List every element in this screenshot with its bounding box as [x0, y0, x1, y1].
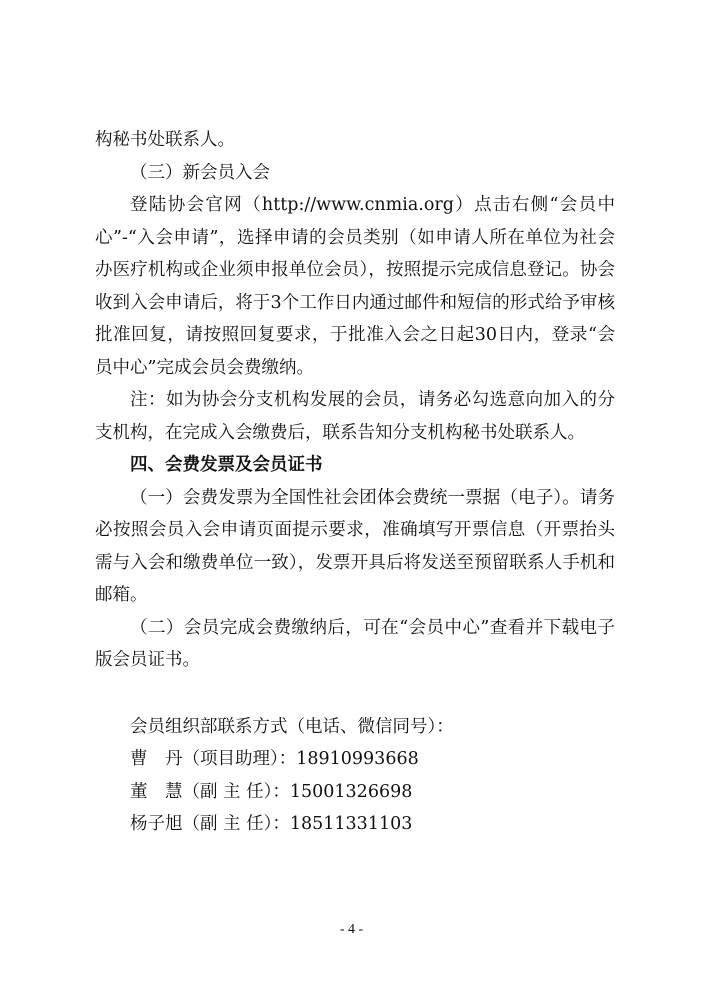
section-3-heading: （三）新会员入会 — [130, 162, 270, 183]
section-3-paragraph: 登陆协会官网（http://www.cnmia.org）点击右侧“会员中心”-“入会申请”，选择申请的会员类别（如申请人所在单位为社会办医疗机构或企业须申报单位会员），按照提示完成信息登记。协会收到入会申请后，将于3个工作日内通过邮件和短信的形式给予审核批准回复，请按照回复要求，于批准入会之日起30日内，登录“会员中心”完成会员会费缴纳。 — [95, 195, 615, 378]
section-4-heading: 四、会费发票及会员证书 — [130, 455, 323, 475]
continuation-line: 构秘书处联系人。 — [95, 130, 235, 150]
document-body — [95, 124, 615, 841]
contact-item: 杨子旭（副 主 任）：18511331103 — [130, 814, 413, 834]
spacer — [95, 677, 615, 711]
note-paragraph: 注：如为协会分支机构发展的会员，请务必勾选意向加入的分支机构，在完成入会缴费后，联系告知分支机构秘书处联系人。 — [95, 390, 615, 443]
section-4-paragraph-1: （一）会费发票为全国性社会团体会费统一票据（电子）。请务必按照会员入会申请页面提示要求，准确填写开票信息（开票抬头需与入会和缴费单位一致），发票开具后将发送至预留联系人手机和邮箱。 — [95, 487, 615, 605]
contact-item: 曹 丹（项目助理）：18910993668 — [130, 749, 419, 769]
contact-item: 董 慧（副 主 任）：15001326698 — [130, 781, 413, 802]
page-number: - 4 - — [339, 922, 364, 937]
contacts-title: 会员组织部联系方式（电话、微信同号）： — [130, 716, 454, 737]
section-4-paragraph-2: （二）会员完成会费缴纳后，可在“会员中心”查看并下载电子版会员证书。 — [95, 617, 615, 670]
